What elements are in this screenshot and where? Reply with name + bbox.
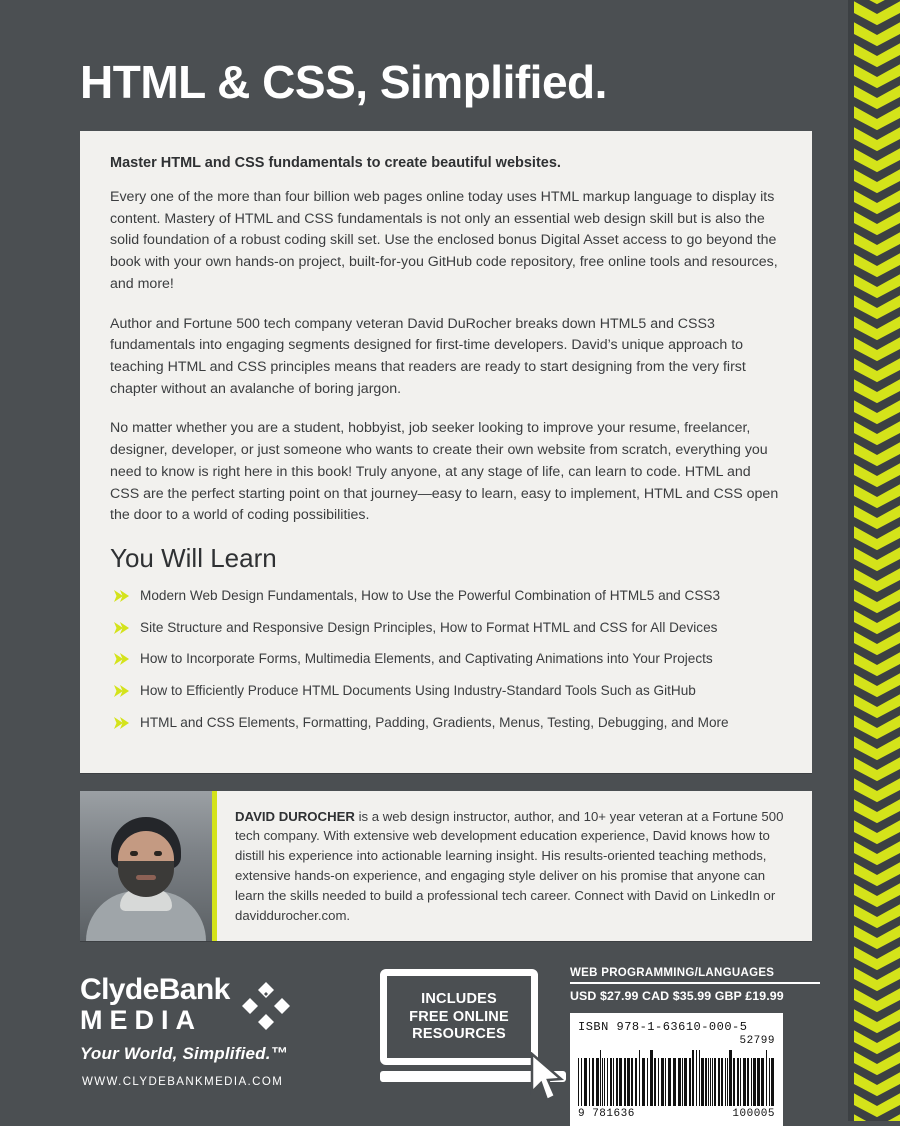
barcode-block [570,967,820,1126]
barcode-digits [578,1108,775,1120]
chevron-right-icon [112,650,130,668]
badge-line3: RESOURCES [412,1026,506,1043]
description-paragraph-1: Every one of the more than four billion web pages online today uses HTML markup language to display its content. Mastery of HTML and CSS fundamentals is not only an essential web design skill but is also the solid foundation of a robust coding skill set. Use the enclosed bonus Digital Asset access to go beyond the book with your own hands-on project, built-for-you GitHub code repository, free online tools and resources, and more! [110,189,778,292]
footer-row [80,967,820,1126]
list-item [110,681,782,701]
list-item-label: Modern Web Design Fundamentals, How to Use the Powerful Combination of HTML5 and CSS3 [140,588,721,604]
list-item-label: How to Incorporate Forms, Multimedia Elements, and Captivating Animations into Your Projects [140,651,713,667]
chevron-right-icon [112,714,130,732]
description-paragraph-2: Author and Fortune 500 tech company veteran David DuRocher breaks down HTML5 and CSS3 fundamentals into engaging segments designed for first-time developers. David’s unique approach to teaching HTML and CSS principles means that readers are ready to start designing from the very first chapter without an avalanche of boring jargon. [110,315,746,397]
list-item [110,618,782,638]
barcode-supplement: 52799 [739,1035,775,1048]
publisher-name-line2: MEDIA [80,1005,202,1036]
page-title: HTML & CSS, Simplified. [80,56,607,108]
book-category: WEB PROGRAMMING/LANGUAGES [570,967,820,984]
description-panel [80,131,812,773]
list-item [110,586,782,606]
you-will-learn-list [110,586,782,733]
isbn-text: ISBN 978-1-63610-000-5 [578,1020,748,1035]
list-item [110,649,782,669]
description-paragraph-3: No matter whether you are a student, hobbyist, job seeker looking to improve your resume, freelancer, designer, developer, or just someone who wants to create their own website from scratch, everything you need to know is right here in this book! Truly anyone, at any stage of life, can learn to code. HTML and CSS are the perfect starting point on that journey—easy to learn, easy to implement, HTML and CSS open the door to a world of coding possibilities. [110,420,779,524]
badge-line2: FREE ONLINE [409,1008,509,1025]
list-item-label: How to Efficiently Produce HTML Documents Using Industry-Standard Tools Such as GitHub [140,683,696,699]
publisher-url: WWW.CLYDEBANKMEDIA.COM [82,1076,284,1089]
you-will-learn-heading: You Will Learn [110,543,277,574]
barcode-digits-left: 9 781636 [578,1108,635,1121]
barcode-bars [578,1050,775,1106]
publisher-name-line1: ClydeBank [80,973,230,1007]
list-item-label: HTML and CSS Elements, Formatting, Padding, Gradients, Menus, Testing, Debugging, and More [140,714,729,730]
cursor-icon [528,1052,568,1106]
panel-subtitle: Master HTML and CSS fundamentals to create beautiful websites. [110,155,561,171]
list-item-label: Site Structure and Responsive Design Principles, How to Format HTML and CSS for All Devices [140,619,718,635]
list-item [110,713,782,733]
author-bio-text: is a web design instructor, author, and 10+ year veteran at a Fortune 500 tech company. With extensive web development education experience, David knows how to distill his experience into actionable learning insight. His results-oriented teaching methods, extensive hands-on experience, and engaging style deliver on his promise that anyone can learn the skills needed to build a professional tech career. Connect with David on LinkedIn or daviddurocher.com. [235,808,784,923]
book-prices: USD $27.99 CAD $35.99 GBP £19.99 [570,989,784,1004]
barcode-card [570,1013,783,1126]
author-bio [217,791,812,942]
free-resources-badge [380,967,570,1082]
publisher-tagline: Your World, Simplified.™ [80,1044,288,1064]
author-strip [80,791,812,942]
badge-line1: INCLUDES [421,990,497,1007]
laptop-icon [380,969,538,1065]
chevron-right-icon [112,619,130,637]
barcode-digits-right: 100005 [732,1108,775,1121]
chevron-right-icon [112,682,130,700]
chevron-stripe [854,0,900,1121]
avatar [80,791,212,942]
author-name: DAVID DUROCHER [235,808,355,824]
clydebank-mark-icon [240,980,292,1032]
chevron-right-icon [112,587,130,605]
publisher-logo [80,967,380,1088]
